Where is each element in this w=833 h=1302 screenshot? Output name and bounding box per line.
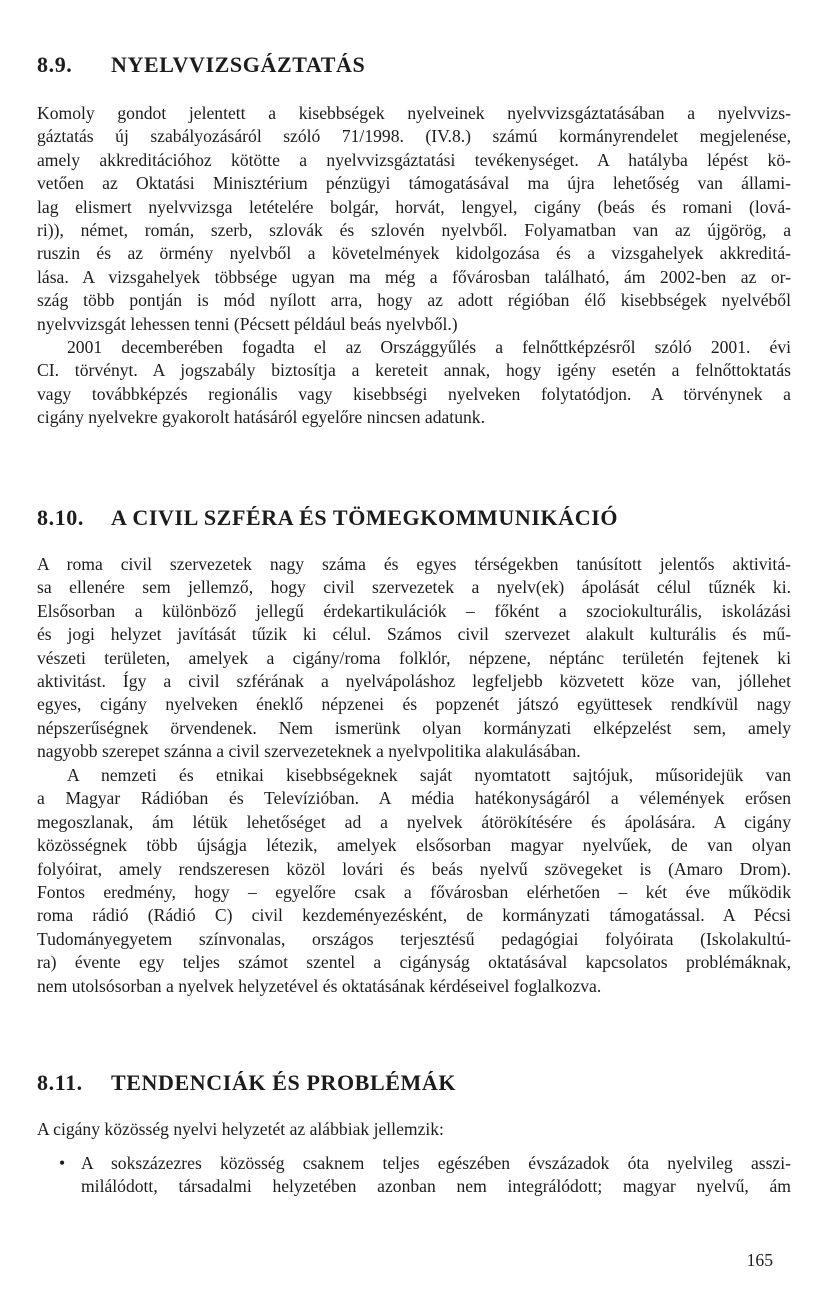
section-heading-8-11 [37, 1070, 456, 1096]
text-line: a Magyar Rádióban és Televízióban. A média hatékonyságáról a vélemények erősen [37, 788, 791, 809]
section-number: 8.9. [37, 52, 73, 77]
section-title: TENDENCIÁK ÉS PROBLÉMÁK [111, 1070, 457, 1095]
paragraph-8-10-1 [37, 553, 791, 764]
text-line: A cigány közösség nyelvi helyzetét az alábbiak jellemzik: [37, 1119, 444, 1139]
text-line: folyóirat, amely rendszeresen közöl lovári és beás nyelvű szövegeket is (Amaro Drom). [37, 858, 791, 879]
text-line: CI. törvényt. A jogszabály biztosítja a kereteit annak, hogy igény esetén a felnőttoktatás [37, 360, 791, 381]
page-number: 165 [746, 1250, 773, 1270]
text-line: szág több pontján is mód nyílott arra, hogy az adott régióban élő kisebbségek nyelvéből [37, 290, 791, 311]
section-number: 8.10. [37, 505, 84, 530]
text-line: A roma civil szervezetek nagy száma és egyes térségekben tanúsított jelentős aktivitá- [37, 554, 791, 574]
text-line: Komoly gondot jelentett a kisebbségek nyelveinek nyelvvizsgáztatásában a nyelvvizs- [37, 103, 791, 123]
text-line: nagyobb szerepet szánna a civil szervezeteknek a nyelvpolitika alakulásában. [37, 741, 581, 762]
text-line: Tudományegyetem színvonalas, országos terjesztésű pedagógiai folyóirata (Iskolakultú- [37, 928, 791, 949]
text-line: népszerűségnek örvendenek. Nem ismerünk olyan kormányzati elképzelést sem, amely [37, 717, 791, 738]
text-line: vetően az Oktatási Minisztérium pénzügyi támogatásával ma újra lehetőség van állami- [37, 173, 791, 194]
text-line: ri)), német, román, szerb, szlovák és szlovén nyelvből. Folyamatban van az újgörög, a [37, 220, 791, 241]
text-line: lása. A vizsgahelyek többsége ugyan ma még a fővárosban található, ám 2002-ben az or- [37, 266, 791, 287]
paragraph-8-10-2 [37, 764, 791, 998]
section-intro [37, 1118, 791, 1141]
text-line: megoszlanak, ám létük lehetőséget ad a nyelvek átörökítésére és ápolására. A cigány [37, 811, 791, 832]
paragraph-8-9-1 [37, 102, 791, 336]
text-line: Elsősorban a különböző jellegű érdekartikulációk – főként a szociokulturális, iskolázási [37, 600, 791, 621]
text-line: egyes, cigány nyelveken éneklő népzenei és popzenét játszó együttesek rendkívül nagy [37, 694, 791, 715]
text-line: aktivitást. Így a civil szférának a nyelvápoláshoz legfeljebb közvetett köze van, jóllehet [37, 671, 791, 692]
text-line: vagy továbbképzés regionális vagy kisebbségi nyelveken folytatódjon. A törvénynek a [37, 383, 791, 404]
text-line: A nemzeti és etnikai kisebbségeknek saját nyomtatott sajtójuk, műsoridejük van [67, 765, 791, 785]
text-line: és jogi helyzet javítását tűzik ki célul. Számos civil szervezet alakult kulturális és mű- [37, 624, 791, 645]
text-line: nyelvvizsgát lehessen tenni (Pécsett például beás nyelvből.) [37, 313, 458, 334]
text-line: 2001 decemberében fogadta el az Országgyűlés a felnőttképzésről szóló 2001. évi [67, 337, 791, 357]
text-line: közösségnek több újságja létezik, amelyek elsősorban magyar nyelvűek, de van olyan [37, 835, 791, 856]
text-line: sa ellenére sem jellemző, hogy civil szervezetek a nyelv(ek) ápolását célul tűznék ki. [37, 577, 791, 598]
list-item-text [81, 1152, 791, 1199]
text-line: A sokszázezres közösség csaknem teljes egészében évszázadok óta nyelvileg asszi- [81, 1153, 791, 1173]
section-title: A CIVIL SZFÉRA ÉS TÖMEGKOMMUNIKÁCIÓ [111, 505, 619, 530]
text-line: amely akkreditációhoz kötötte a nyelvvizsgáztatási tevékenységet. A hatályba lépést kö- [37, 149, 791, 170]
text-line: cigány nyelvekre gyakorolt hatásáról egyelőre nincsen adatunk. [37, 407, 485, 428]
list-item [37, 1152, 791, 1199]
section-number: 8.11. [37, 1070, 83, 1095]
text-line: nem utolsósorban a nyelvek helyzetével és oktatásának kérdéseivel foglalkozva. [37, 975, 602, 996]
text-line: Fontos eredmény, hogy – egyelőre csak a fővárosban elérhetően – két éve működik [37, 882, 791, 903]
bullet-list [37, 1152, 791, 1199]
text-line: ra) évente egy teljes számot szentel a cigányság oktatásával kapcsolatos problémáknak, [37, 952, 791, 973]
text-line: vészeti területen, amelyek a cigány/roma folklór, népzene, néptánc területén fejtenek ki [37, 647, 791, 668]
text-line: milálódott, társadalmi helyzetében azonban nem integrálódott; magyar nyelvű, ám [81, 1176, 791, 1197]
text-line: gáztatás új szabályozásáról szóló 71/1998. (IV.8.) számú kormányrendelet megjelenése, [37, 126, 791, 147]
section-heading-8-9 [37, 52, 365, 78]
section-title: NYELVVIZSGÁZTATÁS [111, 52, 366, 77]
text-line: ruszin és az örmény nyelvből a követelmények kidolgozása és a vizsgahelyek akkreditá- [37, 243, 791, 264]
bullet-icon: • [59, 1153, 66, 1173]
text-line: lag elismert nyelvvizsga letételére bolgár, horvát, lengyel, cigány (beás és romani (lová- [37, 196, 791, 217]
section-heading-8-10 [37, 505, 618, 531]
paragraph-8-9-2 [37, 336, 791, 430]
text-line: roma rádió (Rádió C) civil kezdeményezésként, de kormányzati támogatással. A Pécsi [37, 905, 791, 926]
